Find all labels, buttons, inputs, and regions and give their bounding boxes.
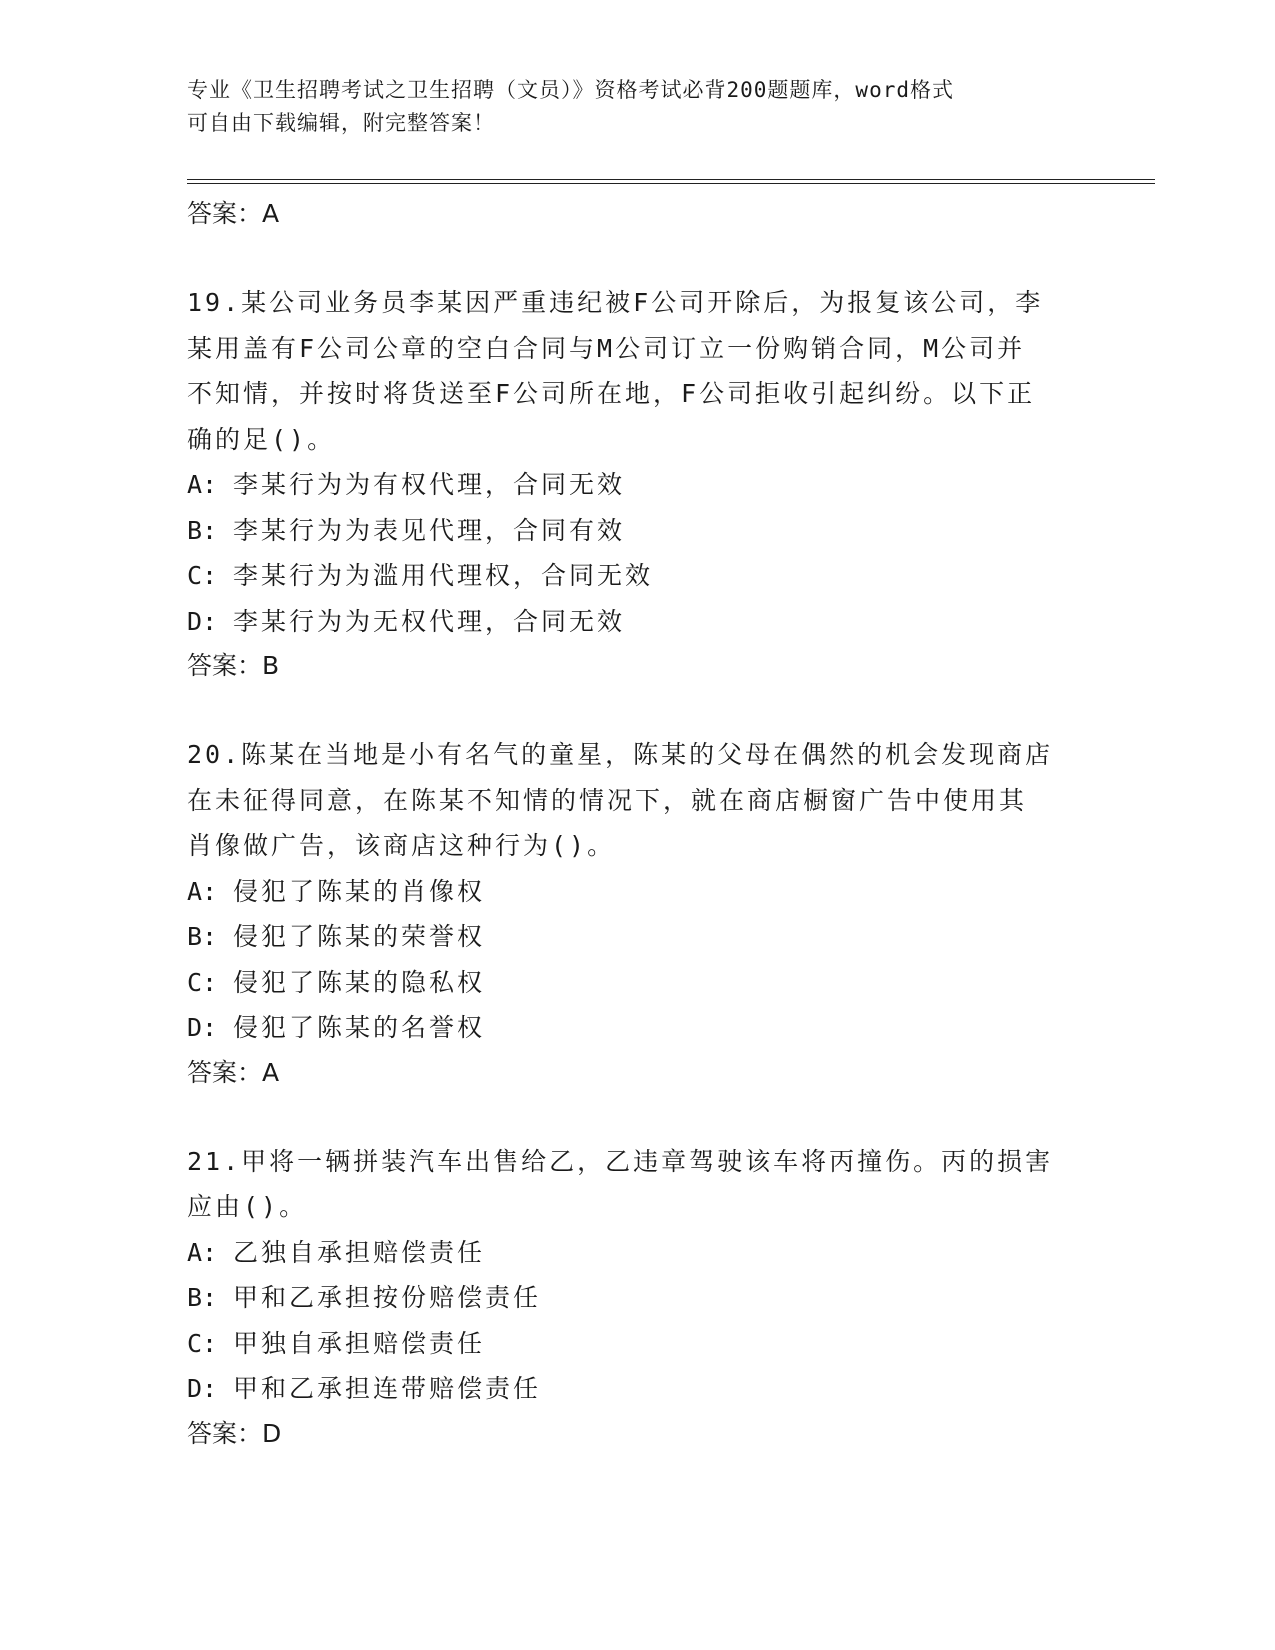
answer-line: 答案：B: [187, 651, 280, 680]
header-line-1: 专业《卫生招聘考试之卫生招聘（文员）》资格考试必背200题题库，word格式: [187, 78, 954, 102]
option-b: [187, 914, 1087, 960]
option-text: 甲独自承担赔偿责任: [233, 1328, 486, 1358]
option-letter: C:: [187, 967, 218, 997]
option-text: 李某行为为有权代理，合同无效: [233, 470, 626, 499]
question-text-line: 肖像做广告，该商店这种行为()。: [187, 831, 616, 860]
option-text: 侵犯了陈某的隐私权: [233, 967, 486, 997]
option-d: [187, 1366, 1087, 1412]
question-text-line: 应由()。: [187, 1192, 308, 1221]
option-text: 甲和乙承担按份赔偿责任: [233, 1283, 542, 1312]
option-letter: C:: [187, 561, 218, 590]
option-a: [187, 462, 1087, 508]
option-d: [187, 599, 1087, 645]
option-text: 乙独自承担赔偿责任: [233, 1237, 486, 1267]
option-letter: B:: [187, 1283, 218, 1312]
page-header: [187, 74, 1067, 140]
question-block: [187, 280, 1087, 688]
option-letter: A:: [187, 470, 218, 499]
option-text: 侵犯了陈某的名誉权: [233, 1013, 486, 1042]
option-letter: C:: [187, 1328, 218, 1358]
answer-line: 答案：A: [187, 199, 280, 228]
question-text-line: 19.某公司业务员李某因严重违纪被F公司开除后，为报复该公司，李: [187, 288, 1044, 317]
option-text: 侵犯了陈某的肖像权: [233, 876, 486, 906]
option-d: [187, 1005, 1087, 1051]
option-letter: B:: [187, 515, 218, 545]
question-text-line: 20.陈某在当地是小有名气的童星，陈某的父母在偶然的机会发现商店: [187, 740, 1054, 769]
option-c: [187, 553, 1087, 599]
option-c: [187, 960, 1087, 1006]
option-letter: D:: [187, 1013, 218, 1042]
answer-line: 答案：D: [187, 1418, 282, 1448]
option-b: [187, 1275, 1087, 1321]
question-text-line: 不知情，并按时将货送至F公司所在地，F公司拒收引起纠纷。以下正: [187, 379, 1036, 408]
option-text: 侵犯了陈某的荣誉权: [233, 922, 486, 951]
answer-line: 答案：A: [187, 1057, 280, 1087]
option-letter: A:: [187, 876, 218, 906]
question-text-line: 确的足()。: [187, 424, 336, 454]
question-text-line: 在未征得同意，在陈某不知情的情况下，就在商店橱窗广告中使用其: [187, 785, 1028, 815]
header-rule-top: [187, 179, 1155, 180]
question-block: [187, 732, 1087, 1095]
option-a: [187, 869, 1087, 915]
question-text-line: 某用盖有F公司公章的空白合同与M公司订立一份购销合同，M公司并: [187, 333, 1026, 363]
document-body: [187, 192, 1087, 1456]
option-b: [187, 508, 1087, 554]
question-block: [187, 1139, 1087, 1456]
option-text: 李某行为为无权代理，合同无效: [233, 606, 626, 636]
header-rule-bottom: [187, 183, 1155, 184]
question-text-line: 21.甲将一辆拼装汽车出售给乙，乙违章驾驶该车将丙撞伤。丙的损害: [187, 1146, 1054, 1176]
option-letter: D:: [187, 606, 218, 636]
option-a: [187, 1230, 1087, 1276]
option-text: 甲和乙承担连带赔偿责任: [233, 1374, 542, 1403]
header-line-2: 可自由下载编辑，附完整答案！: [187, 111, 495, 135]
option-text: 李某行为为滥用代理权，合同无效: [233, 561, 654, 590]
option-c: [187, 1321, 1087, 1367]
option-letter: D:: [187, 1374, 218, 1403]
option-letter: B:: [187, 922, 218, 951]
option-letter: A:: [187, 1237, 218, 1267]
option-text: 李某行为为表见代理，合同有效: [233, 515, 626, 545]
